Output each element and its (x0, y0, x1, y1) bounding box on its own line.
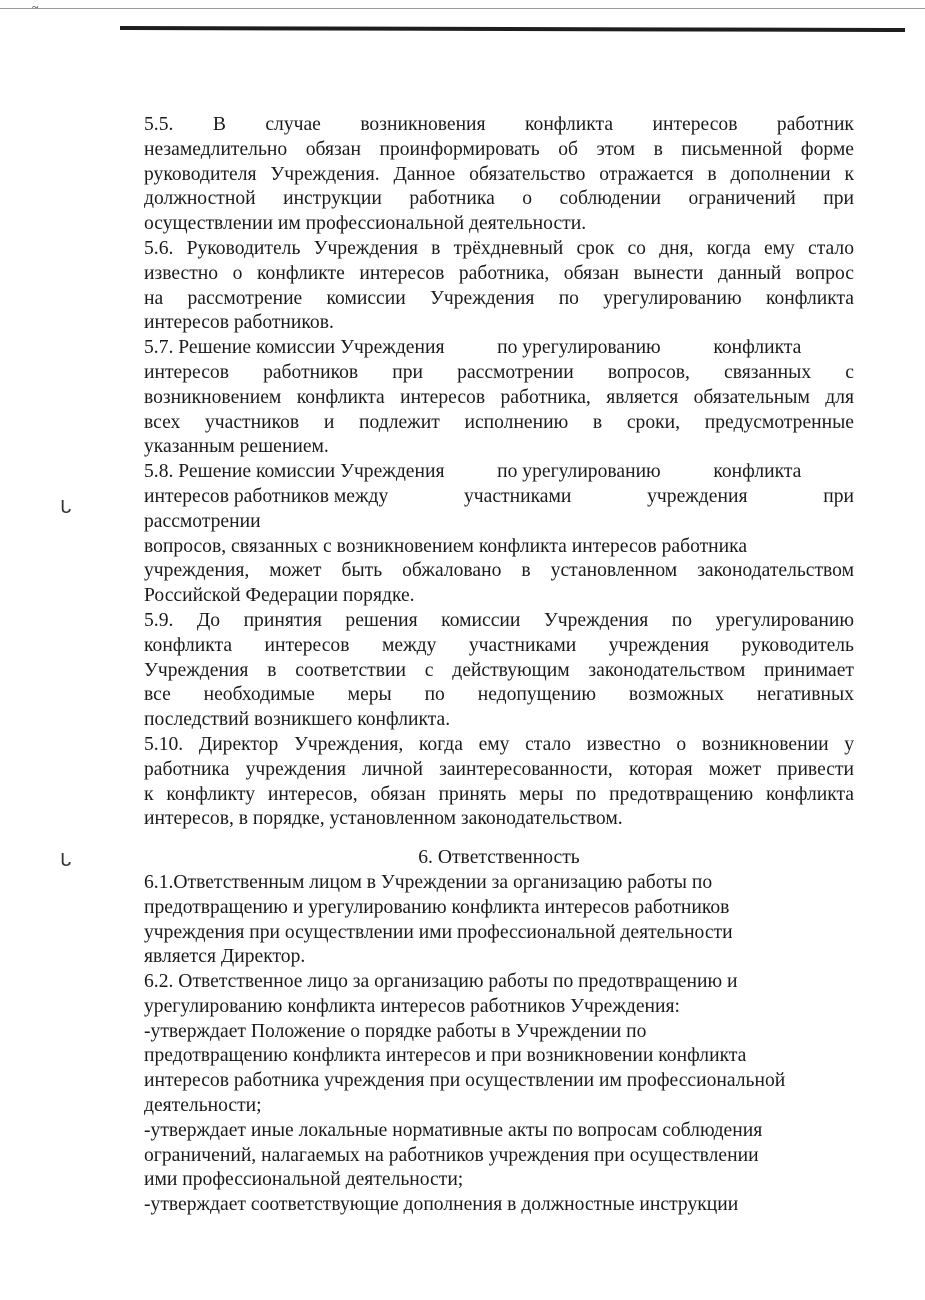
document-line: интересов работника учреждения при осуществлении им профессиональной (144, 1070, 786, 1092)
document-line: интересов, в порядке, установленном законодательством. (144, 808, 623, 830)
line-word: интересов работников между (144, 485, 389, 507)
document-line: ограничений, налагаемых на работников учреждения при осуществлении (144, 1144, 759, 1166)
document-line: осуществлении им профессиональной деятельности. (144, 213, 587, 235)
scan-top-edge (0, 8, 925, 9)
line-word: 5.7. Решение комиссии Учреждения (144, 337, 445, 359)
line-word: В (212, 114, 226, 135)
document-line (144, 361, 854, 386)
document-line: рассмотрении (144, 510, 261, 532)
line-word: конфликта (713, 337, 802, 359)
line-word: 5.5. (144, 114, 174, 135)
document-line: урегулированию конфликта интересов работников Учреждения: (144, 995, 680, 1017)
document-line: предотвращению конфликта интересов и при возникновении конфликта (144, 1045, 747, 1067)
line-word: работник (776, 114, 854, 135)
document-line: Российской Федерации порядке. (144, 585, 415, 607)
margin-check-mark: ᒐ (60, 850, 72, 870)
document-line: всех участников и подлежит исполнению в сроки, предусмотренные (144, 411, 854, 433)
document-line: деятельности; (144, 1095, 262, 1117)
document-line: на рассмотрение комиссии Учреждения по урегулированию конфликта (144, 287, 854, 309)
document-line: 6. Ответственность (418, 847, 580, 869)
line-word: случае (265, 114, 321, 135)
document-line: является Директор. (144, 946, 306, 968)
document-line (144, 460, 854, 485)
document-line: учреждения, может быть обжаловано в установленном законодательством (144, 560, 854, 582)
line-word: при (823, 485, 854, 507)
line-word: работников (263, 361, 359, 383)
document-line: 6.2. Ответственное лицо за организацию работы по предотвращению и (144, 971, 738, 993)
line-word: возникновения (360, 114, 486, 135)
line-word: конфликта (525, 114, 614, 135)
scan-artifact-mark: ~ (32, 0, 39, 14)
document-line: последствий возникшего конфликта. (144, 709, 451, 731)
document-line: руководителя Учреждения. Данное обязательство отражается в дополнении к (144, 163, 854, 185)
document-line: должностной инструкции работника о соблюдении ограничений при (144, 188, 854, 210)
line-word: по урегулированию (497, 461, 661, 483)
document-line: учреждения при осуществлении ими профессиональной деятельности (144, 921, 733, 943)
document-line: 6.1.Ответственным лицом в Учреждении за организацию работы по (144, 871, 713, 893)
line-word: при (392, 361, 424, 383)
document-line: 5.9. До принятия решения комиссии Учреждения по урегулированию (144, 609, 854, 631)
document-line (144, 336, 854, 361)
line-word: конфликта (713, 461, 802, 483)
line-word: вопросов, (607, 361, 690, 383)
document-line: Учреждения в соответствии с действующим законодательством принимает (144, 659, 854, 681)
document-line: работника учреждения личной заинтересованности, которая может привести (144, 758, 854, 780)
document-line: -утверждает Положение о порядке работы в Учреждении по (144, 1020, 647, 1042)
document-line: незамедлительно обязан проинформировать об этом в письменной форме (144, 138, 854, 160)
document-line: 5.6. Руководитель Учреждения в трёхдневный срок со дня, когда ему стало (144, 237, 854, 259)
line-word: 5.8. Решение комиссии Учреждения (144, 461, 445, 483)
line-word: учреждения (647, 485, 748, 507)
line-word: рассмотрении (457, 361, 574, 383)
document-line: ими профессиональной деятельности; (144, 1169, 464, 1191)
document-line (144, 113, 854, 138)
document-line (144, 485, 854, 510)
line-word: по урегулированию (497, 337, 661, 359)
margin-check-mark: ᒐ (60, 497, 72, 517)
document-line: возникновением конфликта интересов работника, является обязательным для (144, 386, 854, 408)
document-line: к конфликту интересов, обязан принять меры по предотвращению конфликта (144, 783, 854, 805)
document-line: интересов работников. (144, 312, 334, 334)
line-word: интересов (652, 114, 738, 135)
scan-header-rule (120, 26, 905, 32)
document-line: предотвращению и урегулированию конфликта интересов работников (144, 896, 730, 918)
document-line: указанным решением. (144, 436, 329, 458)
document-line: 5.10. Директор Учреждения, когда ему стало известно о возникновении у (144, 733, 854, 755)
line-word: с (845, 361, 854, 383)
line-word: участниками (464, 485, 572, 507)
document-page (144, 113, 854, 1218)
document-line: -утверждает иные локальные нормативные акты по вопросам соблюдения (144, 1119, 763, 1141)
line-word: интересов (144, 361, 229, 383)
document-line: вопросов, связанных с возникновением конфликта интересов работника (144, 535, 748, 557)
line-word: связанных (724, 361, 812, 383)
document-line: известно о конфликте интересов работника, обязан вынести данный вопрос (144, 262, 854, 284)
document-line: конфликта интересов между участниками учреждения руководитель (144, 634, 854, 656)
document-line: -утверждает соответствующие дополнения в должностные инструкции (144, 1194, 739, 1216)
document-line: все необходимые меры по недопущению возможных негативных (144, 684, 854, 706)
